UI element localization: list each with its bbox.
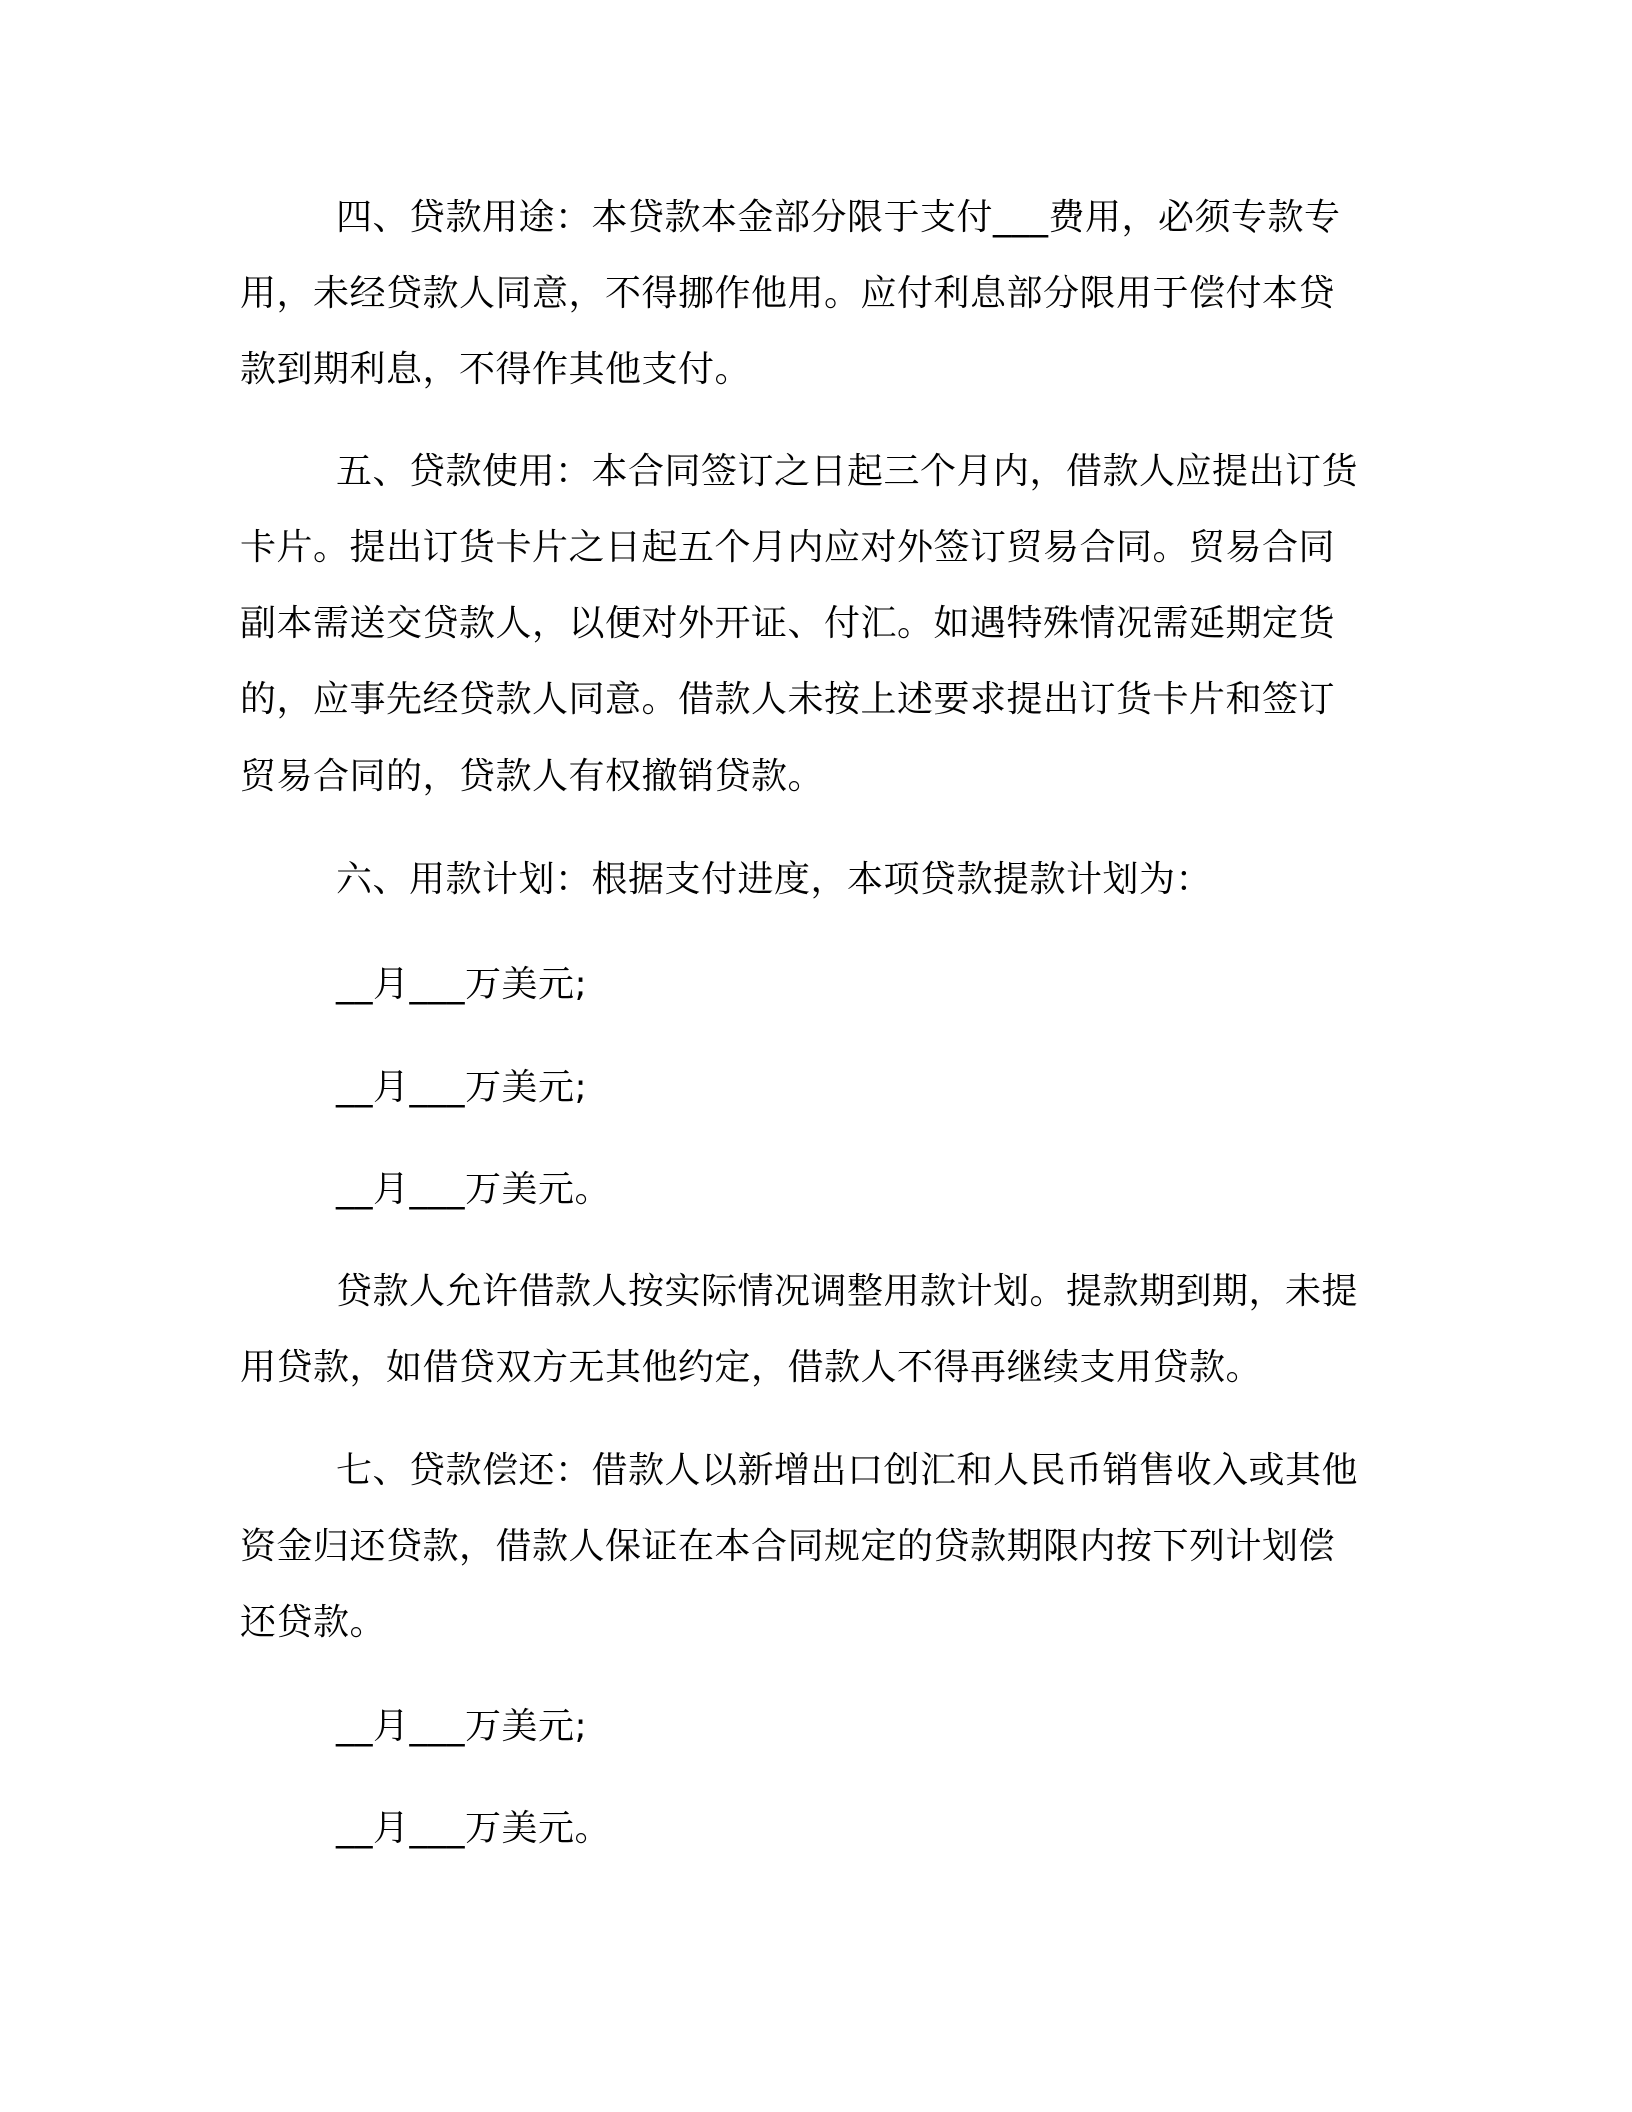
section6-note-line-1: 贷款人允许借款人按实际情况调整用款计划。提款期到期，未提	[336, 1271, 1359, 1312]
section4-line-1: 四、贷款用途：本贷款本金部分限于支付___费用，必须专款专	[336, 197, 1341, 238]
section5-line-2: 卡片。提出订货卡片之日起五个月内应对外签订贸易合同。贸易合同	[240, 527, 1336, 568]
section7-line-2: 资金归还贷款，借款人保证在本合同规定的贷款期限内按下列计划偿	[240, 1526, 1336, 1567]
section7-line-3: 还贷款。	[240, 1602, 387, 1643]
section5-line-4: 的，应事先经贷款人同意。借款人未按上述要求提出订货卡片和签订	[240, 679, 1336, 720]
section6-heading: 六、用款计划：根据支付进度，本项贷款提款计划为：	[336, 859, 1213, 900]
section7-plan-line-1: __月___万美元;	[336, 1706, 588, 1747]
section4-line-2: 用，未经贷款人同意，不得挪作他用。应付利息部分限用于偿付本贷	[240, 273, 1336, 314]
section7-plan-line-2: __月___万美元。	[336, 1808, 612, 1849]
section6-plan-line-2: __月___万美元;	[336, 1067, 588, 1108]
section7-line-1: 七、贷款偿还：借款人以新增出口创汇和人民币销售收入或其他	[336, 1450, 1359, 1491]
section5-line-5: 贸易合同的，贷款人有权撤销贷款。	[240, 756, 825, 797]
section6-plan-line-1: __月___万美元;	[336, 964, 588, 1005]
section5-line-3: 副本需送交贷款人，以便对外开证、付汇。如遇特殊情况需延期定货	[240, 603, 1336, 644]
section6-plan-line-3: __月___万美元。	[336, 1169, 612, 1210]
section6-note-line-2: 用贷款，如借贷双方无其他约定，借款人不得再继续支用贷款。	[240, 1347, 1263, 1388]
section4-line-3: 款到期利息，不得作其他支付。	[240, 349, 752, 390]
section5-line-1: 五、贷款使用：本合同签订之日起三个月内，借款人应提出订货	[336, 451, 1359, 492]
